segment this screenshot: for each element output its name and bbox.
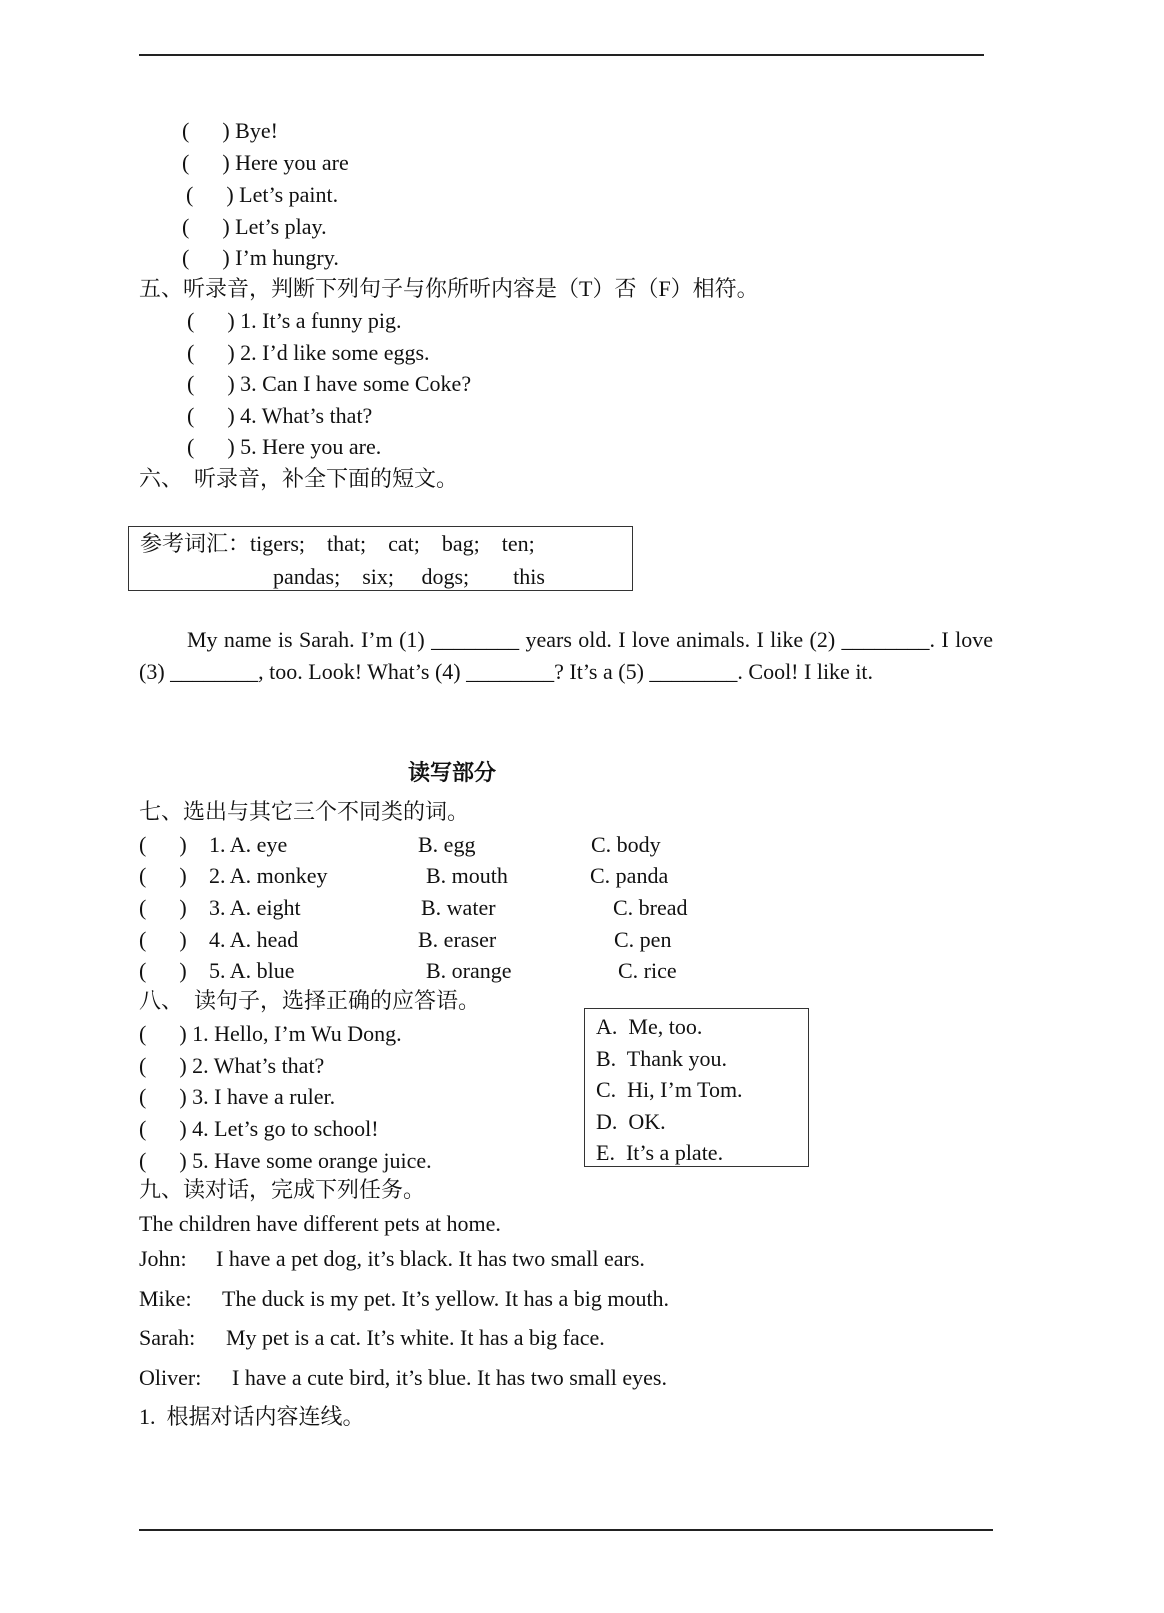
speaker: Mike: <box>139 1286 192 1311</box>
option-a: 3. A. eight <box>209 895 301 920</box>
option-c: C. panda <box>590 863 669 888</box>
speaker: Sarah: <box>139 1325 196 1350</box>
answer-option: B. Thank you. <box>596 1046 727 1071</box>
dialogue-line: My pet is a cat. It’s white. It has a big face. <box>226 1325 605 1350</box>
row-paren: ( ) <box>139 832 187 857</box>
answer-option: C. Hi, I’m Tom. <box>596 1077 743 1102</box>
tf-item: ( ) 4. What’s that? <box>187 403 373 428</box>
question-item: ( ) 3. I have a ruler. <box>139 1084 336 1109</box>
question-item: ( ) 1. Hello, I’m Wu Dong. <box>139 1021 402 1046</box>
dialogue-line: The duck is my pet. It’s yellow. It has a big mouth. <box>222 1286 670 1311</box>
row-paren: ( ) <box>139 863 187 888</box>
tf-item: ( ) 5. Here you are. <box>187 434 382 459</box>
cloze-passage: My name is Sarah. I’m (1) ________ years old. I love animals. I like (2) ________. I love (3) ________, too. Look! What’s (4) ________? It’s a (5) ________. Cool! I like it. <box>139 627 993 684</box>
vocab-line: pandas; six; dogs; this <box>273 564 545 589</box>
option-a: 2. A. monkey <box>209 863 328 888</box>
list-item: ( ) Let’s play. <box>182 214 327 239</box>
dialogue-line: I have a pet dog, it’s black. It has two small ears. <box>216 1246 645 1271</box>
section-5-heading: 五、听录音，判断下列句子与你所听内容是（T）否（F）相符。 <box>139 276 759 301</box>
question-item: ( ) 2. What’s that? <box>139 1053 325 1078</box>
question-item: ( ) 5. Have some orange juice. <box>139 1148 432 1173</box>
section-7-heading: 七、选出与其它三个不同类的词。 <box>139 799 470 824</box>
section-6-heading: 六、 听录音，补全下面的短文。 <box>139 466 459 491</box>
option-b: B. mouth <box>426 863 508 888</box>
answer-option: E. It’s a plate. <box>596 1140 724 1165</box>
option-a: 1. A. eye <box>209 832 288 857</box>
vocab-line: 参考词汇：tigers; that; cat; bag; ten; <box>140 531 535 556</box>
row-paren: ( ) <box>139 927 187 952</box>
task-1: 1. 根据对话内容连线。 <box>139 1404 365 1429</box>
option-a: 5. A. blue <box>209 958 295 983</box>
section-9-heading: 九、读对话，完成下列任务。 <box>139 1177 426 1202</box>
row-paren: ( ) <box>139 958 187 983</box>
option-b: B. eraser <box>418 927 497 952</box>
list-item: ( ) Bye! <box>182 118 278 143</box>
section-8-heading: 八、 读句子，选择正确的应答语。 <box>139 988 481 1013</box>
header-rule <box>139 54 984 56</box>
list-item: ( ) Let’s paint. <box>186 182 339 207</box>
footer-rule <box>139 1529 993 1531</box>
row-paren: ( ) <box>139 895 187 920</box>
option-c: C. rice <box>618 958 677 983</box>
option-c: C. body <box>591 832 661 857</box>
option-b: B. water <box>421 895 496 920</box>
option-b: B. orange <box>426 958 512 983</box>
tf-item: ( ) 1. It’s a funny pig. <box>187 308 402 333</box>
question-item: ( ) 4. Let’s go to school! <box>139 1116 379 1141</box>
answer-option: A. Me, too. <box>596 1014 703 1039</box>
answer-option: D. OK. <box>596 1109 666 1134</box>
part-title: 读写部分 <box>408 760 497 785</box>
speaker: Oliver: <box>139 1365 202 1390</box>
option-b: B. egg <box>418 832 476 857</box>
speaker: John: <box>139 1246 187 1271</box>
tf-item: ( ) 2. I’d like some eggs. <box>187 340 430 365</box>
option-c: C. pen <box>614 927 672 952</box>
dialogue-intro: The children have different pets at home. <box>139 1211 501 1236</box>
option-c: C. bread <box>613 895 688 920</box>
option-a: 4. A. head <box>209 927 299 952</box>
list-item: ( ) I’m hungry. <box>182 245 339 270</box>
dialogue-line: I have a cute bird, it’s blue. It has two small eyes. <box>232 1365 667 1390</box>
list-item: ( ) Here you are <box>182 150 349 175</box>
tf-item: ( ) 3. Can I have some Coke? <box>187 371 472 396</box>
